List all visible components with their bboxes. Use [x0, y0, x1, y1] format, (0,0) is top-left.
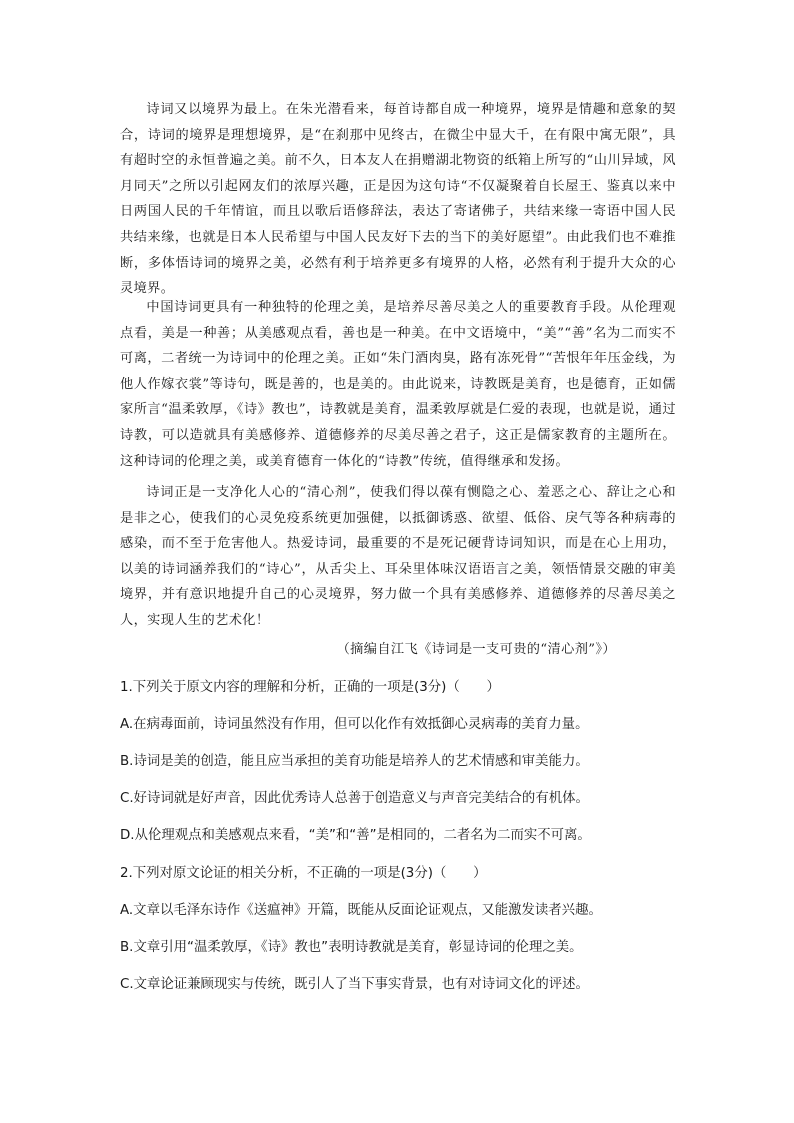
question-2-option-b: B.文章引用“温柔敦厚，《诗》教也”表明诗教就是美育，彰显诗词的伦理之美。	[120, 940, 583, 955]
passage-paragraph-3: 诗词正是一支净化人心的“清心剂”，使我们得以葆有恻隐之心、羞恶之心、辞让之心和是非之心，使我们的心灵免疫系统更加强健，以抵御诱惑、欲望、低俗、戾气等各种病毒的感染，而不至于危害他人。热爱诗词，最重要的不是死记硬背诗词知识，而是在心上用功，以美的诗词涵养我们的“诗心”，从舌尖上、耳朵里体味汉语语言之美，领悟情景交融的审美境界，并有意识地提升自己的心灵境界，努力做一个具有美感修养、道德修养的尽善尽美之人，实现人生的艺术化！	[120, 485, 676, 628]
passage-paragraph-1: 诗词又以境界为最上。在朱光潜看来，每首诗都自成一种境界，境界是情趣和意象的契合，诗词的境界是理想境界，是“在刹那中见终古，在微尘中显大千，在有限中寓无限”，具有超时空的永恒普遍之美。前不久，日本友人在捐赠湖北物资的纸箱上所写的“山川异域，风月同天”之所以引起网友们的浓厚兴趣，正是因为这句诗“不仅凝聚着自长屋王、鉴真以来中日两国人民的千年情谊，而且以歌后语修辞法，表达了寄诸佛子，共结来缘一寄语中国人民共结来缘，也就是日本人民希望与中国人民友好下去的当下的美好愿望”。由此我们也不难推断，多体悟诗词的境界之美，必然有利于培养更多有境界的人格，必然有利于提升大众的心灵境界。	[120, 102, 676, 297]
question-2-stem: 2.下列对原文论证的相关分析，不正确的一项是(3分)（ ）	[120, 866, 487, 881]
question-1-option-d: D.从伦理观点和美感观点来看，“美”和“善”是相同的，二者名为二而实不可离。	[120, 828, 591, 843]
question-2-option-c: C.文章论证兼顾现实与传统，既引人了当下事实背景，也有对诗词文化的评述。	[120, 977, 589, 992]
passage-source: （摘编自江飞《诗词是一支可贵的“清心剂”》）	[336, 642, 616, 657]
question-1-option-c: C.好诗词就是好声音，因此优秀诗人总善于创造意义与声音完美结合的有机体。	[120, 791, 589, 806]
passage-paragraph-2: 中国诗词更具有一种独特的伦理之美，是培养尽善尽美之人的重要教育手段。从伦理观点看，美是一种善；从美感观点看，善也是一种美。在中文语境中，“美”“善”名为二而实不可离，二者统一为诗词中的伦理之美。正如“朱门酒肉臭，路有冻死骨”“苦恨年年压金线，为他人作嫁衣裳”等诗句，既是善的，也是美的。由此说来，诗教既是美育，也是德育，正如儒家所言“温柔敦厚，《诗》教也”，诗教就是美育，温柔敦厚就是仁爱的表现，也就是说，通过诗教，可以造就具有美感修养、道德修养的尽美尽善之君子，这正是儒家教育的主题所在。这种诗词的伦理之美，或美育德育一体化的“诗教”传统，值得继承和发扬。	[120, 300, 676, 469]
question-2-option-a: A.文章以毛泽东诗作《送瘟神》开篇，既能从反面论证观点，又能激发读者兴趣。	[120, 903, 602, 918]
question-1-stem: 1.下列关于原文内容的理解和分析，正确的一项是(3分)（ ）	[120, 680, 500, 695]
question-1-option-a: A.在病毒面前，诗词虽然没有作用，但可以化作有效抵御心灵病毒的美育力量。	[120, 717, 589, 732]
question-1-option-b: B.诗词是美的创造，能且应当承担的美育功能是培养人的艺术情感和审美能力。	[120, 754, 589, 769]
